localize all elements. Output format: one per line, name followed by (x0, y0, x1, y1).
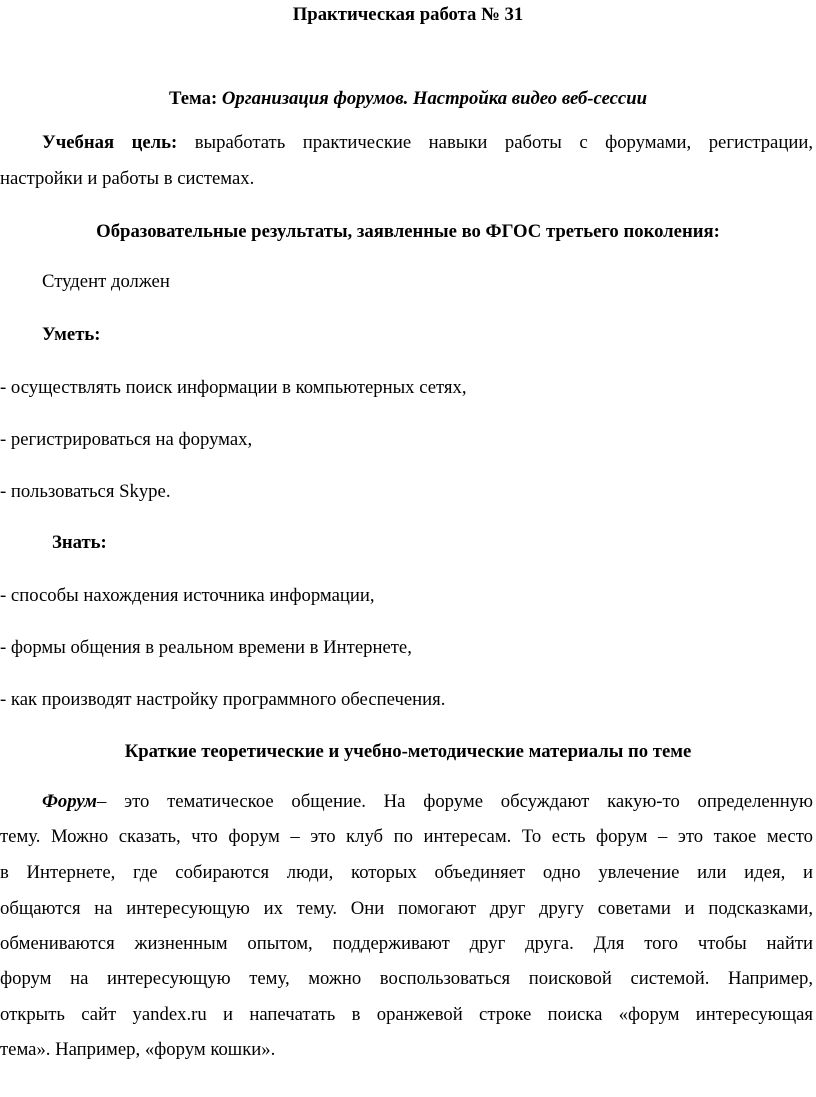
skill-item: - регистрироваться на форумах, (0, 429, 253, 450)
theory-heading: Краткие теоретические и учебно-методические материалы по теме (124, 741, 692, 762)
knowledge-heading: Знать: (52, 532, 107, 553)
page-title: Практическая работа № 31 (292, 4, 524, 25)
theory-line: тему. Можно сказать, что форум – это клуб по интересам. То есть форум – это такое место (0, 826, 813, 847)
topic-label: Тема: (168, 88, 218, 109)
theory-first-line: – это тематическое общение. На форуме обсуждают какую-то определенную (96, 791, 813, 812)
topic-line (0, 90, 816, 109)
knowledge-item: - формы общения в реальном времени в Интернете, (0, 637, 412, 658)
goal-line-1 (42, 134, 813, 153)
skill-item: - пользоваться Skype. (0, 481, 171, 502)
goal-text-2: настройки и работы в системах. (0, 168, 255, 189)
knowledge-item: - способы нахождения источника информации, (0, 585, 375, 606)
theory-last-line: тема». Например, «форум кошки». (0, 1039, 276, 1060)
goal-text-1: выработать практические навыки работы с форумами, регистрации, (194, 132, 814, 153)
topic-text: Организация форумов. Настройка видео веб-сессии (221, 88, 648, 109)
theory-line: открыть сайт yandex.ru и напечатать в оранжевой строке поиска «форум интересующая (0, 1004, 813, 1025)
theory-line-1 (42, 793, 813, 812)
goal-label: Учебная цель: (42, 132, 178, 153)
theory-line: в Интернете, где собираются люди, которых объединяет одно увлечение или идея, и (0, 862, 813, 883)
theory-line: форум на интересующую тему, можно воспользоваться поисковой системой. Например, (0, 968, 813, 989)
student-must: Студент должен (42, 271, 170, 292)
outcomes-heading: Образовательные результаты, заявленные во ФГОС третьего поколения: (96, 221, 720, 242)
skills-heading: Уметь: (42, 324, 101, 345)
forum-term: Форум (42, 791, 97, 812)
knowledge-item: - как производят настройку программного обеспечения. (0, 689, 446, 710)
theory-line: обмениваются жизненным опытом, поддерживают друг друга. Для того чтобы найти (0, 933, 813, 954)
skill-item: - осуществлять поиск информации в компьютерных сетях, (0, 377, 467, 398)
theory-line: общаются на интересующую их тему. Они помогают друг другу советами и подсказками, (0, 898, 813, 919)
